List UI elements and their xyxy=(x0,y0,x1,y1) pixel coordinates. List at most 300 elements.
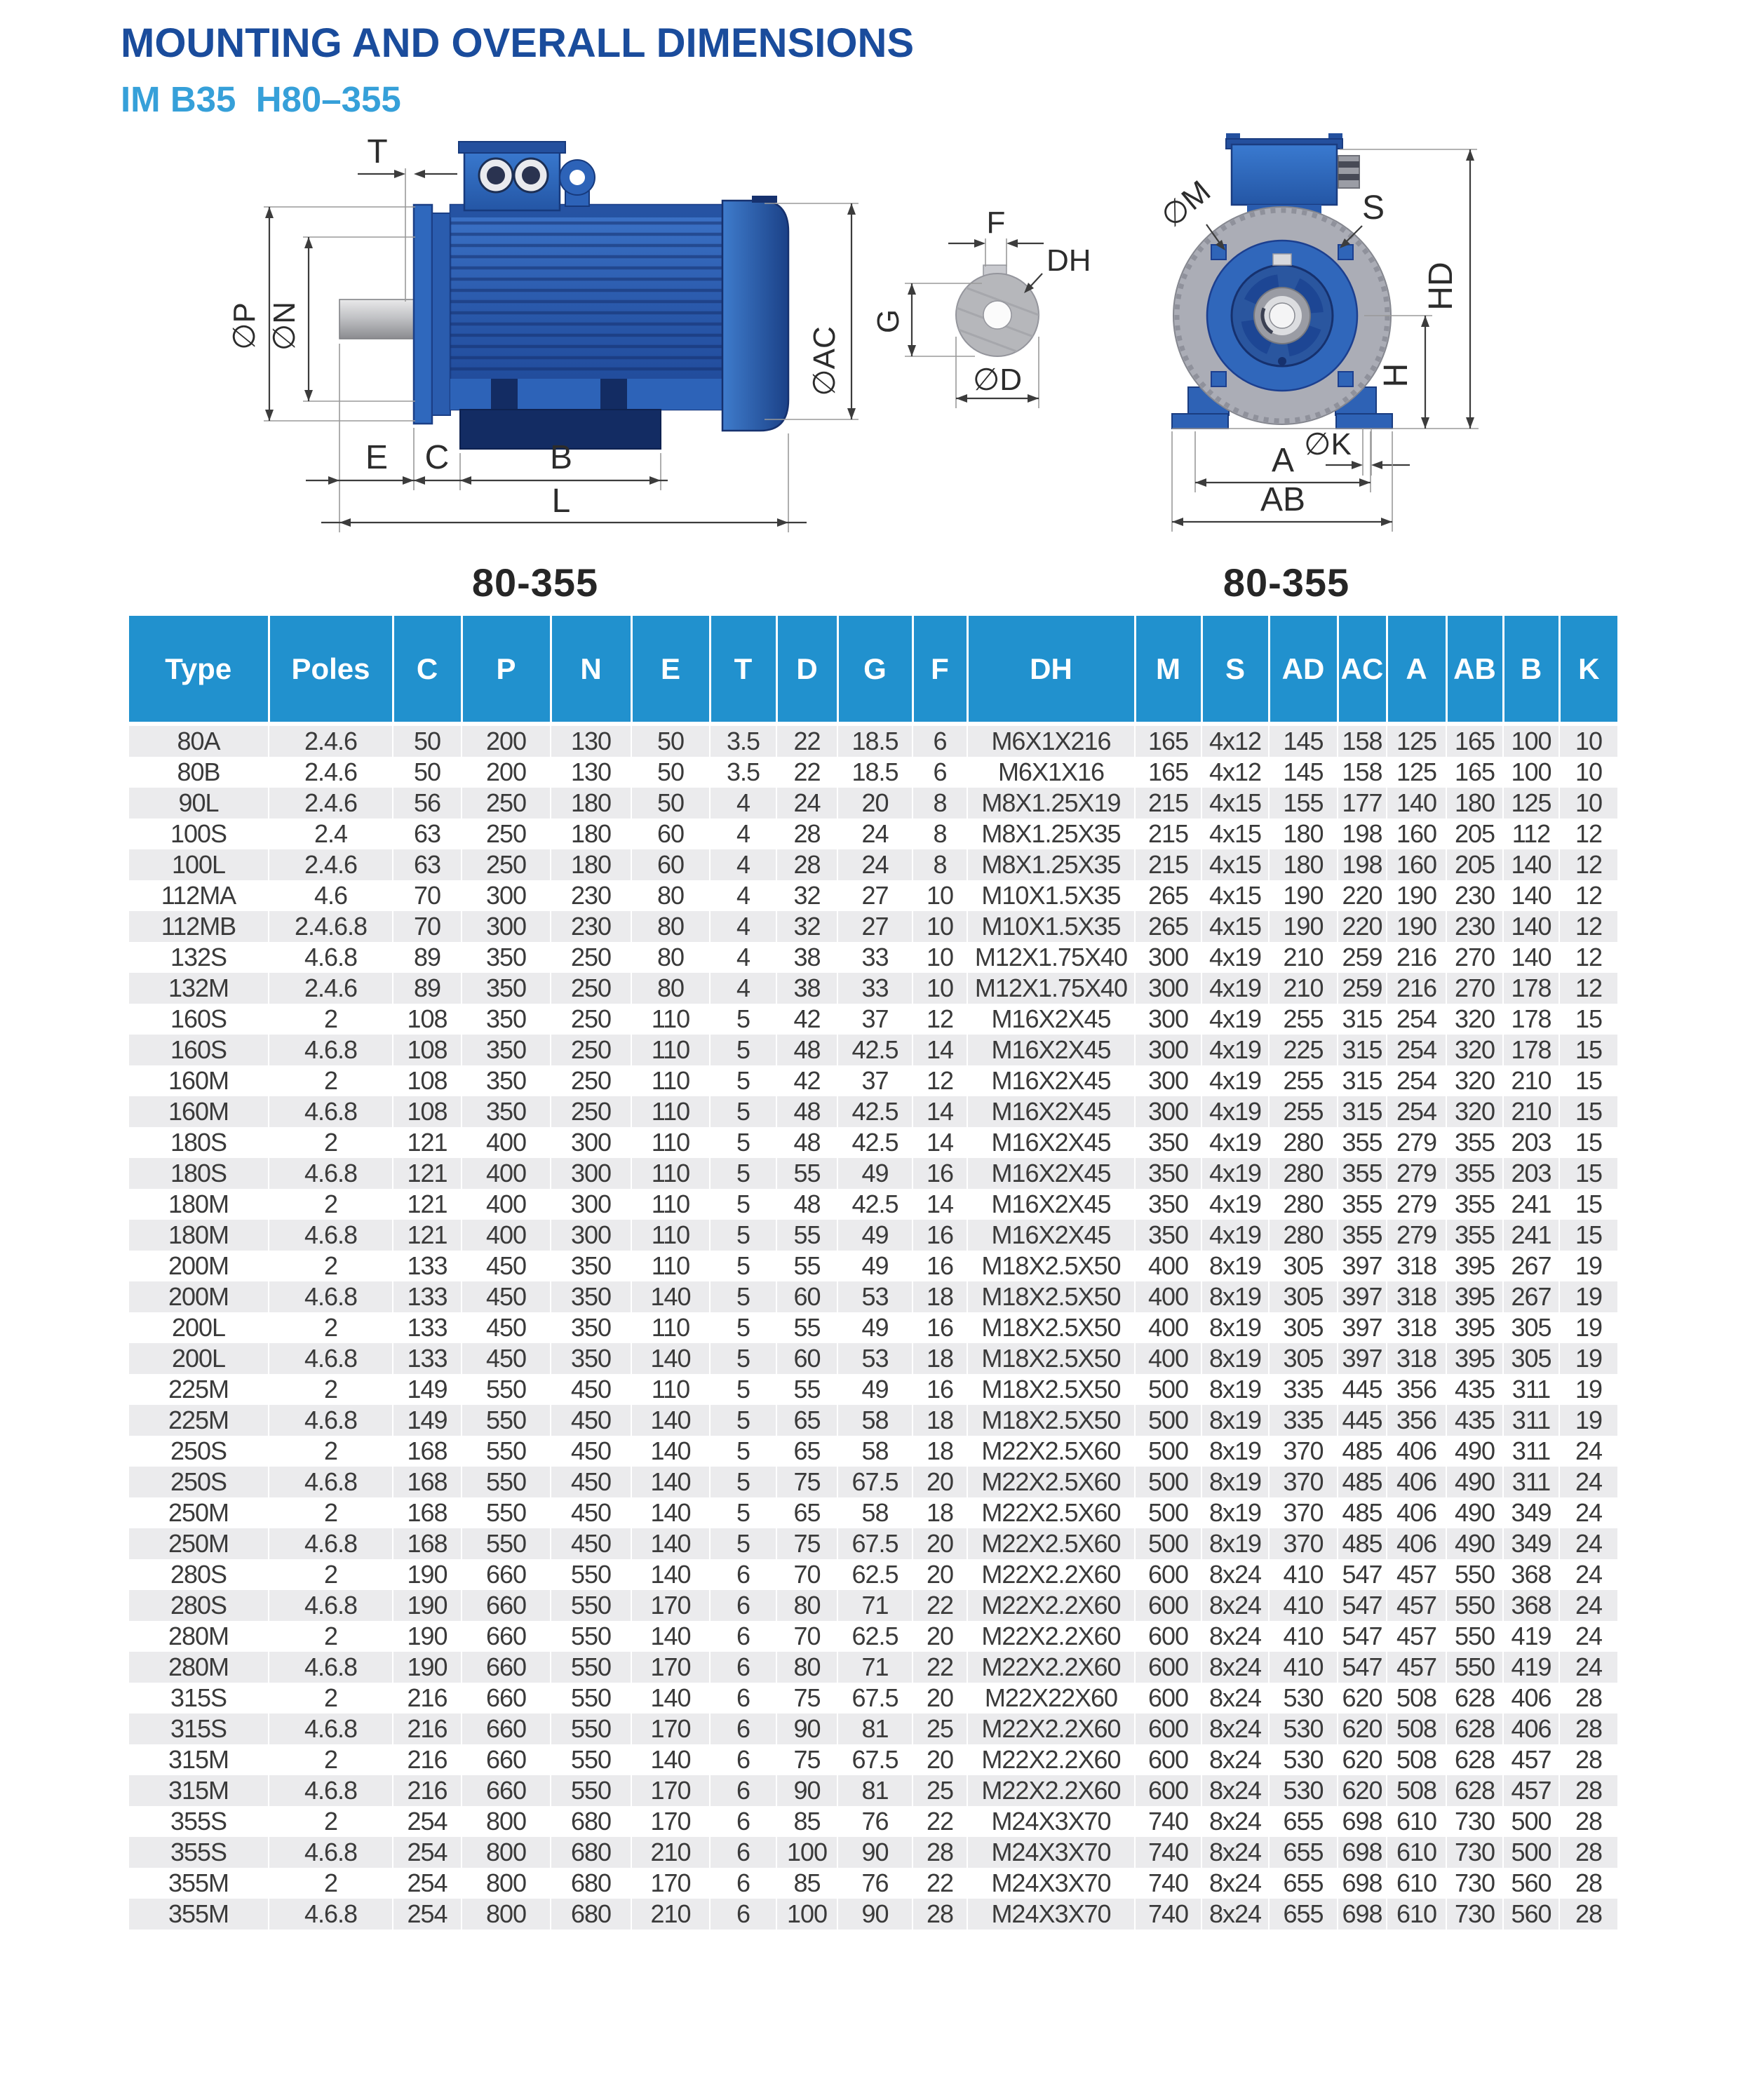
table-cell: 22 xyxy=(913,1590,967,1621)
table-cell: 177 xyxy=(1338,788,1387,819)
table-cell: 22 xyxy=(776,757,837,788)
table-cell: M22X2.2X60 xyxy=(967,1744,1135,1775)
table-cell: 350 xyxy=(1135,1220,1201,1251)
table-cell: 132S xyxy=(170,943,227,971)
table-cell: 38 xyxy=(776,942,837,973)
table-cell: 350 xyxy=(462,1096,551,1127)
table-cell: 65 xyxy=(776,1436,837,1467)
table-row xyxy=(129,1343,1617,1374)
table-cell: 140 xyxy=(631,1683,710,1713)
table-cell: 320 xyxy=(1446,1035,1503,1065)
table-cell: 335 xyxy=(1269,1405,1338,1436)
table-cell: 200 xyxy=(462,757,551,788)
table-cell: 4 xyxy=(710,788,776,819)
table-cell: 22 xyxy=(776,724,837,757)
table-cell: 280M xyxy=(168,1652,229,1681)
table-cell: 628 xyxy=(1446,1744,1503,1775)
table-cell: 42 xyxy=(776,1065,837,1096)
table-cell: 300 xyxy=(1135,1004,1201,1035)
shaft xyxy=(339,299,414,339)
table-cell: 4.6.8 xyxy=(269,1837,393,1868)
table-cell: 5 xyxy=(710,1343,776,1374)
dim-label-L: L xyxy=(551,483,571,520)
table-cell: 14 xyxy=(913,1127,967,1158)
table-cell: 500 xyxy=(1135,1436,1201,1467)
table-cell: 5 xyxy=(710,1497,776,1528)
table-row xyxy=(129,1899,1617,1930)
table-cell: M18X2.5X50 xyxy=(967,1374,1135,1405)
table-cell: 140 xyxy=(1387,788,1446,819)
table-cell: 410 xyxy=(1269,1590,1338,1621)
table-cell: 12 xyxy=(1559,942,1617,973)
table-cell: 2.4 xyxy=(269,819,393,849)
table-cell: 355 xyxy=(1338,1158,1387,1189)
table-cell: 457 xyxy=(1503,1775,1559,1806)
table-cell: 300 xyxy=(462,880,551,911)
table-cell: 80 xyxy=(631,880,710,911)
table-cell: 6 xyxy=(710,1559,776,1590)
table-cell: 8x19 xyxy=(1201,1251,1269,1281)
table-cell: 250 xyxy=(551,1065,631,1096)
table-cell: M24X3X70 xyxy=(967,1806,1135,1837)
table-cell: 300 xyxy=(1135,1035,1201,1065)
table-cell: 19 xyxy=(1559,1374,1617,1405)
table-cell: 4x19 xyxy=(1201,1096,1269,1127)
table-cell: 4x19 xyxy=(1201,973,1269,1004)
table-cell: 27 xyxy=(837,880,913,911)
table-cell: M24X3X70 xyxy=(967,1837,1135,1868)
table-cell: 215 xyxy=(1135,819,1201,849)
table-cell: 6 xyxy=(710,1652,776,1683)
table-cell: M24X3X70 xyxy=(967,1899,1135,1930)
table-cell: 4x19 xyxy=(1201,1220,1269,1251)
table-cell: 406 xyxy=(1387,1497,1446,1528)
table-cell: 28 xyxy=(1559,1806,1617,1837)
table-cell: 80 xyxy=(631,942,710,973)
table-row xyxy=(129,1220,1617,1251)
table-cell: 550 xyxy=(462,1528,551,1559)
table-cell: 76 xyxy=(837,1806,913,1837)
table-cell: 445 xyxy=(1338,1405,1387,1436)
table-cell: 8x24 xyxy=(1201,1559,1269,1590)
table-cell: 20 xyxy=(913,1621,967,1652)
table-cell: 315 xyxy=(1338,1035,1387,1065)
table-cell: 15 xyxy=(1559,1127,1617,1158)
table-cell: 279 xyxy=(1387,1158,1446,1189)
table-cell: 5 xyxy=(710,1189,776,1220)
table-cell: 67.5 xyxy=(837,1744,913,1775)
column-header-poles: Poles xyxy=(269,616,393,724)
table-cell: 250 xyxy=(462,819,551,849)
table-cell: 265 xyxy=(1135,880,1201,911)
table-cell: 65 xyxy=(776,1497,837,1528)
table-cell: 457 xyxy=(1387,1559,1446,1590)
table-cell: 280 xyxy=(1269,1158,1338,1189)
table-cell: 267 xyxy=(1503,1251,1559,1281)
dim-label-H: H xyxy=(1378,363,1415,388)
table-cell: 4x19 xyxy=(1201,1158,1269,1189)
table-cell: 216 xyxy=(1387,942,1446,973)
table-cell: 250 xyxy=(551,1035,631,1065)
table-cell: 190 xyxy=(1269,911,1338,942)
table-row xyxy=(129,849,1617,880)
table-cell: 63 xyxy=(393,819,462,849)
table-cell: 8x24 xyxy=(1201,1713,1269,1744)
table-cell: 395 xyxy=(1446,1312,1503,1343)
table-cell: 2 xyxy=(269,1004,393,1035)
table-cell: 485 xyxy=(1338,1467,1387,1497)
conduit-connector xyxy=(1338,156,1359,188)
table-cell: M22X2.5X60 xyxy=(967,1436,1135,1467)
table-cell: 318 xyxy=(1387,1251,1446,1281)
table-cell: 14 xyxy=(913,1096,967,1127)
table-cell: 305 xyxy=(1503,1343,1559,1374)
table-cell: 8x24 xyxy=(1201,1744,1269,1775)
dim-label-E: E xyxy=(365,439,389,476)
table-cell: 4x12 xyxy=(1201,724,1269,757)
table-cell: 16 xyxy=(913,1312,967,1343)
table-cell: 165 xyxy=(1446,757,1503,788)
table-cell: 547 xyxy=(1338,1590,1387,1621)
table-cell: 28 xyxy=(913,1837,967,1868)
table-cell: 680 xyxy=(551,1868,631,1899)
table-cell: 140 xyxy=(631,1621,710,1652)
table-cell: 100 xyxy=(1503,724,1559,757)
table-cell: 550 xyxy=(462,1497,551,1528)
table-cell: 110 xyxy=(631,1004,710,1035)
table-cell: 15 xyxy=(1559,1158,1617,1189)
table-row xyxy=(129,973,1617,1004)
table-cell: 241 xyxy=(1503,1220,1559,1251)
table-cell: 279 xyxy=(1387,1127,1446,1158)
table-cell: 4.6.8 xyxy=(269,1713,393,1744)
table-cell: M18X2.5X50 xyxy=(967,1405,1135,1436)
table-cell: 70 xyxy=(393,911,462,942)
table-cell: 180 xyxy=(1446,788,1503,819)
table-cell: 4 xyxy=(710,849,776,880)
table-cell: 190 xyxy=(393,1559,462,1590)
table-row xyxy=(129,942,1617,973)
table-cell: 400 xyxy=(462,1189,551,1220)
table-cell: 178 xyxy=(1503,1004,1559,1035)
table-cell: 55 xyxy=(776,1158,837,1189)
table-cell: 395 xyxy=(1446,1343,1503,1374)
table-cell: M12X1.75X40 xyxy=(967,942,1135,973)
table-cell: 19 xyxy=(1559,1312,1617,1343)
table-cell: 18 xyxy=(913,1436,967,1467)
table-cell: 280M xyxy=(168,1622,229,1650)
table-cell: 10 xyxy=(913,973,967,1004)
table-cell: 4.6.8 xyxy=(269,1899,393,1930)
table-cell: 215 xyxy=(1135,849,1201,880)
table-cell: 200 xyxy=(462,724,551,757)
table-cell: 550 xyxy=(1446,1590,1503,1621)
table-cell: 250M xyxy=(168,1498,229,1527)
dim-label-C: C xyxy=(424,439,450,476)
table-cell: 395 xyxy=(1446,1251,1503,1281)
table-cell: 205 xyxy=(1446,849,1503,880)
table-cell: 6 xyxy=(710,1590,776,1621)
table-row xyxy=(129,1004,1617,1035)
dimensions-table xyxy=(129,616,1617,1930)
table-cell: 2.4.6 xyxy=(269,973,393,1004)
table-cell: 230 xyxy=(1446,880,1503,911)
table-cell: 165 xyxy=(1135,757,1201,788)
table-cell: 20 xyxy=(913,1559,967,1590)
table-cell: 28 xyxy=(1559,1744,1617,1775)
table-cell: 355M xyxy=(168,1899,229,1928)
table-cell: 259 xyxy=(1338,973,1387,1004)
table-cell: 400 xyxy=(1135,1312,1201,1343)
table-cell: 2 xyxy=(269,1683,393,1713)
shaft-section-drawing xyxy=(871,206,1091,408)
table-cell: 42.5 xyxy=(837,1189,913,1220)
table-row xyxy=(129,1158,1617,1189)
table-cell: 130 xyxy=(551,757,631,788)
table-cell: 81 xyxy=(837,1713,913,1744)
table-cell: 600 xyxy=(1135,1652,1201,1683)
table-cell: 53 xyxy=(837,1281,913,1312)
column-header-m: M xyxy=(1135,616,1201,724)
table-cell: 112MA xyxy=(161,881,236,910)
column-header-a: A xyxy=(1387,616,1446,724)
table-cell: M22X2.2X60 xyxy=(967,1590,1135,1621)
table-cell: 28 xyxy=(1559,1899,1617,1930)
table-cell: 24 xyxy=(1559,1590,1617,1621)
table-cell: 24 xyxy=(1559,1436,1617,1467)
table-cell: 610 xyxy=(1387,1806,1446,1837)
table-cell: 49 xyxy=(837,1374,913,1405)
table-cell: 62.5 xyxy=(837,1621,913,1652)
table-cell: 110 xyxy=(631,1065,710,1096)
table-cell: 655 xyxy=(1269,1806,1338,1837)
table-cell: 450 xyxy=(551,1497,631,1528)
table-cell: 550 xyxy=(1446,1559,1503,1590)
table-cell: 19 xyxy=(1559,1405,1617,1436)
table-cell: 400 xyxy=(1135,1343,1201,1374)
table-cell: 368 xyxy=(1503,1590,1559,1621)
table-cell: 2 xyxy=(269,1127,393,1158)
table-cell: 168 xyxy=(393,1436,462,1467)
table-cell: 125 xyxy=(1503,788,1559,819)
dim-label-AC: ∅AC xyxy=(807,326,842,396)
table-cell: 800 xyxy=(462,1868,551,1899)
table-cell: 18.5 xyxy=(837,757,913,788)
table-cell: 90L xyxy=(178,788,219,817)
table-cell: 80 xyxy=(631,973,710,1004)
table-cell: 320 xyxy=(1446,1004,1503,1035)
table-cell: 280 xyxy=(1269,1220,1338,1251)
table-row xyxy=(129,757,1617,788)
table-cell: 50 xyxy=(393,724,462,757)
table-cell: 8 xyxy=(913,849,967,880)
table-cell: 255 xyxy=(1269,1004,1338,1035)
table-cell: 419 xyxy=(1503,1621,1559,1652)
table-cell: 4x19 xyxy=(1201,1035,1269,1065)
table-cell: 547 xyxy=(1338,1559,1387,1590)
table-row xyxy=(129,1096,1617,1127)
table-cell: 28 xyxy=(1559,1713,1617,1744)
table-cell: 4x15 xyxy=(1201,880,1269,911)
table-cell: 500 xyxy=(1135,1405,1201,1436)
table-cell: 5 xyxy=(710,1528,776,1559)
table-cell: 25 xyxy=(913,1775,967,1806)
table-cell: 4.6.8 xyxy=(269,1158,393,1189)
table-cell: 67.5 xyxy=(837,1467,913,1497)
table-cell: 315 xyxy=(1338,1065,1387,1096)
table-cell: 180S xyxy=(170,1159,227,1187)
table-cell: 698 xyxy=(1338,1806,1387,1837)
table-cell: 215 xyxy=(1135,788,1201,819)
table-cell: 550 xyxy=(551,1775,631,1806)
terminal-box xyxy=(459,142,565,210)
table-cell: 24 xyxy=(1559,1559,1617,1590)
dim-label-G: G xyxy=(871,309,905,334)
table-cell: 600 xyxy=(1135,1590,1201,1621)
table-cell: 4.6.8 xyxy=(269,1096,393,1127)
table-cell: 49 xyxy=(837,1251,913,1281)
table-cell: 4.6.8 xyxy=(269,1281,393,1312)
dim-label-T: T xyxy=(367,133,388,170)
table-cell: 80 xyxy=(776,1652,837,1683)
table-cell: 168 xyxy=(393,1528,462,1559)
table-cell: 4.6.8 xyxy=(269,1035,393,1065)
table-cell: 400 xyxy=(1135,1251,1201,1281)
table-cell: 33 xyxy=(837,973,913,1004)
table-cell: 180 xyxy=(551,819,631,849)
table-cell: 241 xyxy=(1503,1189,1559,1220)
table-cell: 155 xyxy=(1269,788,1338,819)
table-cell: 800 xyxy=(462,1806,551,1837)
table-cell: 37 xyxy=(837,1065,913,1096)
table-cell: 450 xyxy=(462,1251,551,1281)
table-cell: 300 xyxy=(551,1220,631,1251)
table-cell: 550 xyxy=(551,1713,631,1744)
table-cell: 4 xyxy=(710,880,776,911)
table-cell: 350 xyxy=(462,1035,551,1065)
table-cell: 315S xyxy=(170,1683,227,1712)
table-cell: 305 xyxy=(1269,1281,1338,1312)
lifting-eye-icon xyxy=(560,160,595,206)
table-cell: 320 xyxy=(1446,1065,1503,1096)
table-cell: 300 xyxy=(551,1158,631,1189)
table-cell: 5 xyxy=(710,1281,776,1312)
table-cell: 400 xyxy=(462,1127,551,1158)
table-cell: 400 xyxy=(462,1158,551,1189)
table-cell: 140 xyxy=(631,1467,710,1497)
table-cell: 450 xyxy=(462,1281,551,1312)
table-cell: 397 xyxy=(1338,1281,1387,1312)
table-cell: 180M xyxy=(168,1190,229,1218)
table-cell: 15 xyxy=(1559,1065,1617,1096)
table-cell: 160M xyxy=(168,1097,229,1126)
table-cell: 620 xyxy=(1338,1683,1387,1713)
table-cell: 300 xyxy=(1135,1065,1201,1096)
table-cell: 18 xyxy=(913,1343,967,1374)
table-cell: 406 xyxy=(1387,1467,1446,1497)
dim-label-F: F xyxy=(986,206,1006,240)
table-cell: 5 xyxy=(710,1374,776,1405)
table-cell: 19 xyxy=(1559,1343,1617,1374)
table-cell: 19 xyxy=(1559,1281,1617,1312)
table-cell: 550 xyxy=(551,1652,631,1683)
table-cell: 55 xyxy=(776,1220,837,1251)
table-cell: 14 xyxy=(913,1189,967,1220)
table-cell: 660 xyxy=(462,1621,551,1652)
table-cell: 12 xyxy=(1559,973,1617,1004)
table-cell: 500 xyxy=(1503,1837,1559,1868)
table-cell: 48 xyxy=(776,1096,837,1127)
table-cell: 267 xyxy=(1503,1281,1559,1312)
table-cell: M16X2X45 xyxy=(967,1189,1135,1220)
table-cell: 8x19 xyxy=(1201,1343,1269,1374)
table-cell: 178 xyxy=(1503,973,1559,1004)
table-cell: 350 xyxy=(551,1281,631,1312)
table-row xyxy=(129,1497,1617,1528)
table-cell: 5 xyxy=(710,1127,776,1158)
table-cell: 500 xyxy=(1503,1806,1559,1837)
table-cell: 4.6.8 xyxy=(269,1775,393,1806)
table-cell: M8X1.25X35 xyxy=(967,849,1135,880)
table-cell: 508 xyxy=(1387,1744,1446,1775)
column-header-t: T xyxy=(710,616,776,724)
table-cell: 355 xyxy=(1446,1158,1503,1189)
table-cell: 100 xyxy=(776,1899,837,1930)
table-cell: 100 xyxy=(1503,757,1559,788)
table-cell: 140 xyxy=(631,1281,710,1312)
table-cell: 60 xyxy=(776,1281,837,1312)
table-cell: 4x15 xyxy=(1201,819,1269,849)
column-header-e: E xyxy=(631,616,710,724)
table-cell: 530 xyxy=(1269,1744,1338,1775)
table-cell: 5 xyxy=(710,1004,776,1035)
table-cell: 28 xyxy=(1559,1868,1617,1899)
table-cell: 198 xyxy=(1338,849,1387,880)
dim-label-A: A xyxy=(1271,442,1295,479)
table-cell: M22X2.5X60 xyxy=(967,1497,1135,1528)
table-cell: 90 xyxy=(837,1899,913,1930)
table-cell: 2 xyxy=(269,1621,393,1652)
table-cell: 311 xyxy=(1503,1374,1559,1405)
table-row xyxy=(129,1436,1617,1467)
table-cell: 190 xyxy=(1387,911,1446,942)
table-row xyxy=(129,819,1617,849)
table-cell: 89 xyxy=(393,942,462,973)
table-cell: 419 xyxy=(1503,1652,1559,1683)
table-cell: 355 xyxy=(1338,1189,1387,1220)
table-cell: 315 xyxy=(1338,1096,1387,1127)
table-cell: 8x24 xyxy=(1201,1899,1269,1930)
table-cell: 2.4.6 xyxy=(269,757,393,788)
table-cell: 550 xyxy=(1446,1652,1503,1683)
table-cell: 2 xyxy=(269,1189,393,1220)
table-cell: 12 xyxy=(1559,849,1617,880)
table-cell: 485 xyxy=(1338,1528,1387,1559)
table-cell: 50 xyxy=(393,757,462,788)
table-cell: 110 xyxy=(631,1035,710,1065)
table-cell: 315S xyxy=(170,1714,227,1743)
table-cell: 280 xyxy=(1269,1189,1338,1220)
page-subtitle: IM B35 H80–355 xyxy=(121,79,401,119)
table-cell: M16X2X45 xyxy=(967,1096,1135,1127)
table-cell: 15 xyxy=(1559,1096,1617,1127)
table-cell: 8 xyxy=(913,819,967,849)
table-cell: 740 xyxy=(1135,1837,1201,1868)
table-cell: 53 xyxy=(837,1343,913,1374)
table-cell: 22 xyxy=(913,1652,967,1683)
table-cell: 18 xyxy=(913,1281,967,1312)
table-cell: 50 xyxy=(631,724,710,757)
